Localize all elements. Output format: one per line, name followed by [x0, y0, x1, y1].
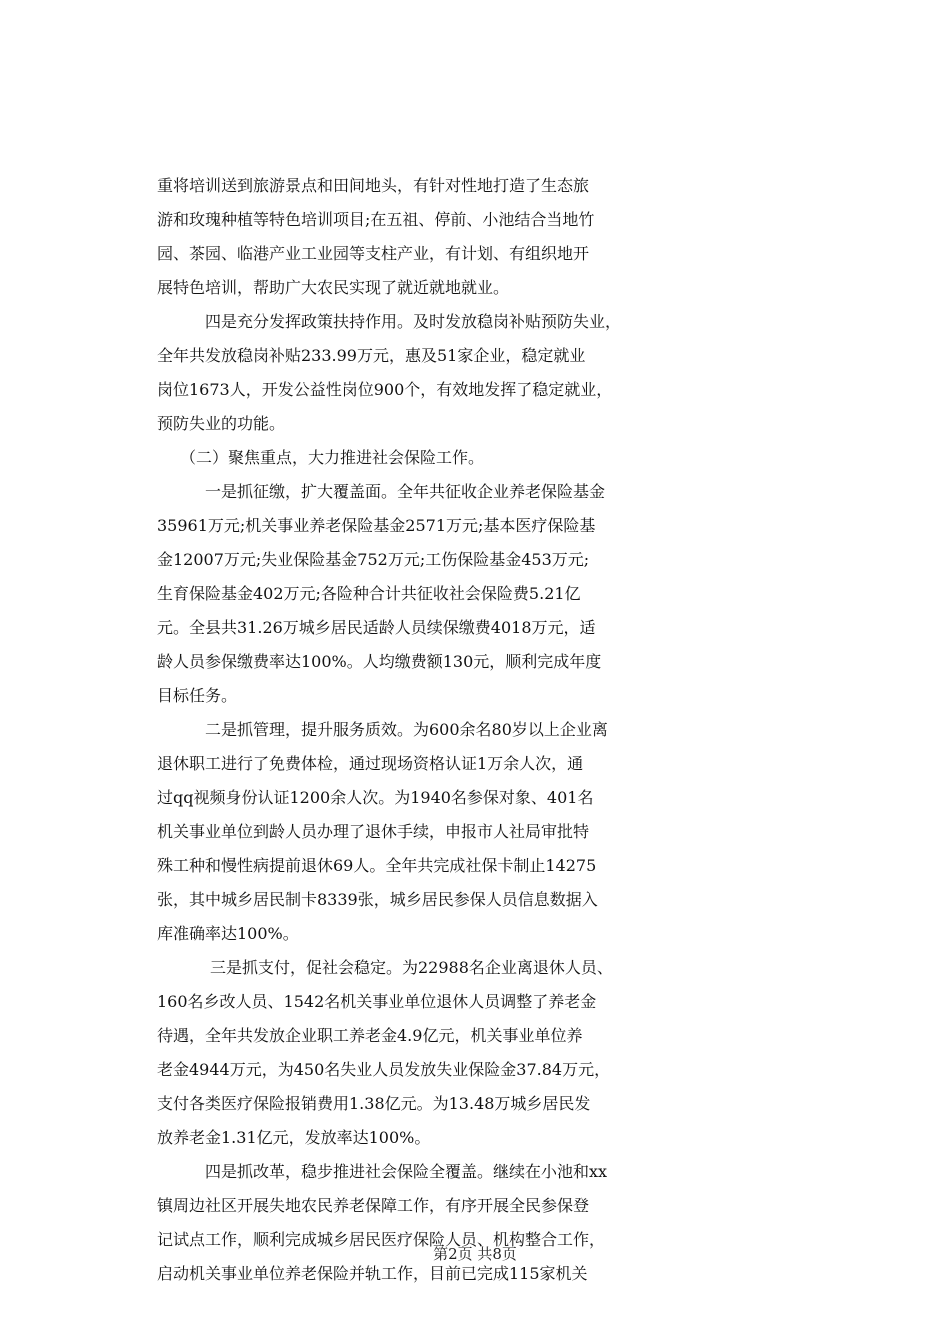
- text-line: 金12007万元;失业保险基金752万元;工伤保险基金453万元;: [157, 550, 590, 569]
- text-line: 镇周边社区开展失地农民养老保障工作，有序开展全民参保登: [157, 1196, 590, 1215]
- text-line: 预防失业的功能。: [157, 414, 286, 433]
- text-line: 四是充分发挥政策扶持作用。及时发放稳岗补贴预防失业，: [205, 312, 622, 331]
- text-line: 退休职工进行了免费体检，通过现场资格认证1万余人次，通: [157, 754, 584, 773]
- text-line: 重将培训送到旅游景点和田间地头，有针对性地打造了生态旅: [157, 176, 590, 195]
- text-line: 游和玫瑰种植等特色培训项目;在五祖、停前、小池结合当地竹: [157, 210, 595, 229]
- text-line: 一是抓征缴，扩大覆盖面。全年共征收企业养老保险基金: [205, 482, 606, 501]
- text-line: 三是抓支付，促社会稳定。为22988名企业离退休人员、: [210, 958, 613, 977]
- text-line: 支付各类医疗保险报销费用1.38亿元。为13.48万城乡居民发: [157, 1094, 591, 1113]
- text-line: 龄人员参保缴费率达100%。人均缴费额130元，顺利完成年度: [157, 652, 602, 671]
- text-line: 张，其中城乡居民制卡8339张，城乡居民参保人员信息数据入: [157, 890, 598, 909]
- text-line: 生育保险基金402万元;各险种合计共征收社会保险费5.21亿: [157, 584, 581, 603]
- section-heading: （二）聚焦重点，大力推进社会保险工作。: [180, 448, 485, 467]
- text-line: 展特色培训，帮助广大农民实现了就近就地就业。: [157, 278, 510, 297]
- text-line: 二是抓管理，提升服务质效。为600余名80岁以上企业离: [205, 720, 608, 739]
- text-line: 35961万元;机关事业养老保险基金2571万元;基本医疗保险基: [157, 516, 596, 535]
- text-line: 殊工种和慢性病提前退休69人。全年共完成社保卡制止14275: [157, 856, 597, 875]
- text-line: 160名乡改人员、1542名机关事业单位退休人员调整了养老金: [157, 992, 597, 1011]
- text-line: 老金4944万元，为450名失业人员发放失业保险金37.84万元，: [157, 1060, 611, 1079]
- text-line: 机关事业单位到龄人员办理了退休手续，申报市人社局审批特: [157, 822, 590, 841]
- text-line: 放养老金1.31亿元，发放率达100%。: [157, 1128, 431, 1147]
- text-line: 目标任务。: [157, 686, 238, 705]
- text-line: 过qq视频身份认证1200余人次。为1940名参保对象、401名: [157, 788, 594, 807]
- text-line: 全年共发放稳岗补贴233.99万元，惠及51家企业，稳定就业: [157, 346, 586, 365]
- text-line: 记试点工作，顺利完成城乡居民医疗保险人员、机构整合工作，: [157, 1230, 606, 1249]
- text-line: 四是抓改革，稳步推进社会保险全覆盖。继续在小池和xx: [205, 1162, 608, 1181]
- text-line: 元。全县共31.26万城乡居民适龄人员续保缴费4018万元，适: [157, 618, 596, 637]
- text-line: 园、茶园、临港产业工业园等支柱产业，有计划、有组织地开: [157, 244, 590, 263]
- text-line: 岗位1673人，开发公益性岗位900个，有效地发挥了稳定就业，: [157, 380, 613, 399]
- page-footer: 第2页 共8页: [433, 1245, 517, 1263]
- text-line: 启动机关事业单位养老保险并轨工作，目前已完成115家机关: [157, 1264, 588, 1283]
- text-line: 待遇，全年共发放企业职工养老金4.9亿元，机关事业单位养: [157, 1026, 583, 1045]
- text-line: 库准确率达100%。: [157, 924, 299, 943]
